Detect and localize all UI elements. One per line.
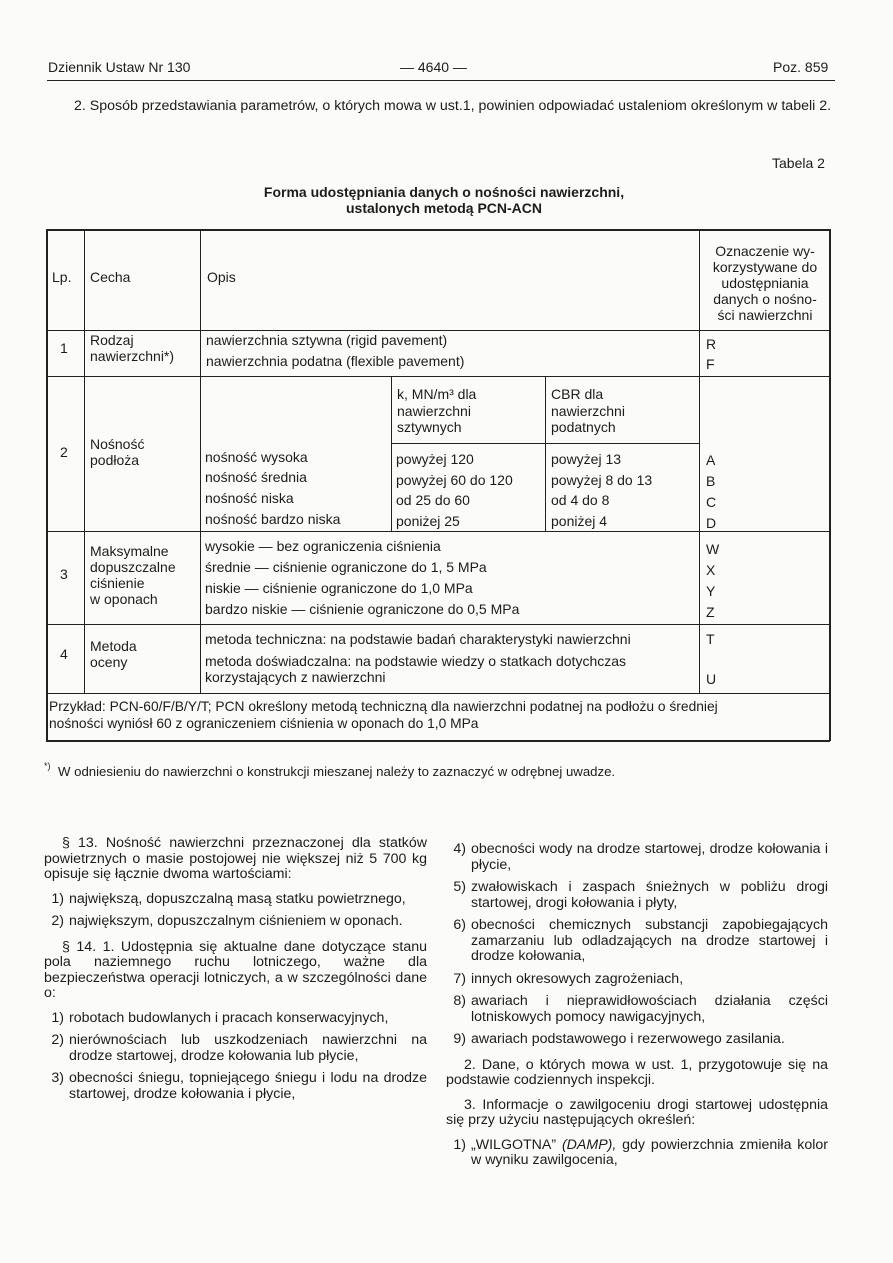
row2-k-value-1: powyżej 120	[396, 451, 474, 467]
row2-level-1: nośność wysoka	[205, 449, 308, 465]
row2-level-2: nośność średnia	[205, 469, 307, 485]
p14-item-8	[446, 994, 828, 1025]
row2-k-value-2: powyżej 60 do 120	[396, 472, 513, 488]
p13-item-2-num: 2)	[51, 913, 64, 929]
p14-item-7	[446, 972, 828, 988]
row4-opis-2: metoda doświadczalna: na podstawie wiedzy o statkach dotychczas	[205, 653, 627, 669]
row4-opis-3: korzystających z nawierzchni	[205, 669, 386, 685]
row4-cecha-2: oceny	[90, 654, 128, 670]
p14-item-4-num: 4)	[453, 841, 466, 857]
p13-item-2-text: największym, dopuszczalnym ciśnieniem w oponach.	[69, 913, 403, 929]
header-cecha: Cecha	[90, 269, 131, 285]
example-line-2: nośności wyniósł 60 z ograniczeniem ciśnienia w oponach do 1,0 MPa	[49, 716, 479, 731]
p14-3-item-1	[446, 1138, 828, 1169]
p14-3-item-1-text	[471, 1138, 828, 1169]
table-border-left	[46, 229, 48, 741]
table-label: Tabela 2	[772, 155, 825, 171]
row2-code-a: A	[706, 452, 716, 468]
damp-definition: gdy powierzchnia zmieniła kolor w wyniku zawilgocenia,	[471, 1136, 829, 1168]
p13-item-1-text: największą, dopuszczalną masą statku powietrznego,	[69, 890, 406, 907]
right-column	[446, 842, 828, 1176]
header-oznaczenie-1: Oznaczenie wy-	[715, 243, 815, 259]
p14-item-4-text: obecności wody na drodze startowej, drodze kołowania i płycie,	[471, 841, 828, 873]
row4-code-u: U	[706, 671, 717, 687]
row3-code-y: Y	[706, 583, 716, 599]
p14-3-item-1-num: 1)	[453, 1136, 466, 1153]
row2-cecha-2: podłoża	[90, 452, 140, 468]
row2-lp: 2	[60, 444, 68, 460]
row2-k-value-4: poniżej 25	[396, 513, 460, 529]
row3-opis-2: średnie — ciśnienie ograniczone do 1, 5 MPa	[205, 559, 487, 575]
header-oznaczenie-4: danych o nośno-	[713, 291, 817, 307]
p14-item-1-text: robotach budowlanych i pracach konserwacyjnych,	[69, 1009, 389, 1026]
damp-term-english: (DAMP),	[561, 1136, 617, 1153]
row2-cbr-value-2: powyżej 8 do 13	[551, 472, 653, 488]
row2-cbr-value-3: od 4 do 8	[551, 492, 610, 508]
subcol-divider-k	[391, 376, 392, 531]
row3-code-x: X	[706, 562, 716, 578]
paragraph-14-2: 2. Dane, o których mowa w ust. 1, przygotowuje się na podstawie codziennych inspekcji.	[446, 1056, 828, 1088]
table-title-line2: ustalonych metodą PCN-ACN	[345, 200, 543, 216]
paragraph-14: § 14. 1. Udostępnia się aktualne dane dotyczące stanu pola naziemnego ruchu lotniczego, ważne dla bezpieczeństwa operacji lotniczych, a w szczególności dane o:	[44, 938, 427, 1001]
row3-code-w: W	[706, 541, 720, 557]
row1-cecha-1: Rodzaj	[90, 332, 134, 348]
row-divider-2	[46, 376, 830, 377]
row3-cecha-4: w oponach	[90, 591, 158, 607]
p14-item-2	[44, 1033, 427, 1064]
table-border-bottom	[46, 740, 830, 742]
row2-code-c: C	[706, 494, 717, 510]
p14-item-2-num: 2)	[51, 1032, 64, 1048]
header-oznaczenie-3: udostępniania	[721, 275, 809, 291]
row4-cecha-1: Metoda	[90, 638, 137, 654]
subrow-divider-nosnosc	[391, 443, 700, 444]
row3-opis-1: wysokie — bez ograniczenia ciśnienia	[205, 538, 441, 554]
row1-opis-2: nawierzchnia podatna (flexible pavement)	[206, 353, 465, 369]
row4-code-t: T	[706, 631, 715, 647]
row2-code-b: B	[706, 473, 716, 489]
p14-item-7-num: 7)	[453, 970, 466, 987]
row2-cbr-header-3: podatnych	[551, 419, 616, 435]
intro-paragraph: 2. Sposób przedstawiania parametrów, o których mowa w ust.1, powinien odpowiadać ustaleniom określonym w tabeli 2.	[74, 98, 832, 114]
row2-k-header-2: nawierzchni	[397, 403, 471, 419]
p14-item-6	[446, 918, 828, 965]
p14-item-4	[446, 842, 828, 873]
p14-item-8-num: 8)	[453, 993, 466, 1009]
row3-lp: 3	[60, 566, 68, 582]
header-page-number: — 4640 —	[400, 59, 467, 75]
header-position: Poz. 859	[773, 59, 829, 75]
table-title-line1: Forma udostępniania danych o nośności nawierzchni,	[263, 184, 625, 200]
damp-term: „WILGOTNA”	[471, 1136, 557, 1153]
row1-code-2: F	[706, 356, 715, 372]
subcol-divider-cbr	[545, 376, 546, 531]
row1-cecha-2: nawierzchni*)	[90, 348, 175, 364]
row2-k-header-3: sztywnych	[397, 419, 462, 435]
row4-lp: 4	[60, 646, 68, 662]
row2-cbr-header-1: CBR dla	[551, 386, 604, 402]
header-opis: Opis	[207, 269, 236, 285]
p14-item-3-text: obecności śniegu, topniejącego śniegu i lodu na drodze startowej, drodze kołowania i płycie,	[69, 1070, 427, 1102]
left-column	[44, 836, 427, 1109]
p14-item-3-num: 3)	[51, 1070, 64, 1086]
row-divider-4	[46, 624, 830, 625]
p14-item-6-text: obecności chemicznych substancji zapobiegających zamarzaniu lub odladzających na drodze startowej i drodze kołowania,	[471, 917, 828, 964]
row2-cbr-header-2: nawierzchni	[551, 403, 625, 419]
row3-cecha-2: dopuszczalne	[90, 559, 176, 575]
row1-lp: 1	[60, 340, 68, 356]
p14-item-2-text: nierównościach lub uszkodzeniach nawierzchni na drodze startowej, drodze kołowania lub płycie,	[69, 1032, 427, 1064]
p13-item-2	[44, 914, 427, 930]
p14-item-1-num: 1)	[51, 1009, 64, 1026]
row-divider-1	[46, 330, 830, 331]
p13-item-1-num: 1)	[51, 890, 64, 907]
p14-item-1	[44, 1011, 427, 1027]
row2-cecha-1: Nośność	[90, 436, 145, 452]
p14-item-5-num: 5)	[453, 879, 466, 895]
row4-opis-1: metoda techniczna: na podstawie badań charakterystyki nawierzchni	[205, 631, 631, 647]
row3-code-z: Z	[706, 604, 715, 620]
p14-item-5-text: zwałowiskach i zaspach śnieżnych w pobliżu drogi startowej, drogi kołowania i płyty,	[471, 879, 828, 911]
row2-k-value-3: od 25 do 60	[396, 492, 470, 508]
row2-cbr-value-4: poniżej 4	[551, 513, 608, 529]
row3-cecha-3: ciśnienie	[90, 575, 145, 591]
p13-item-1	[44, 892, 427, 908]
p14-item-6-num: 6)	[453, 917, 466, 933]
p14-item-9	[446, 1032, 828, 1048]
row-divider-example	[46, 693, 830, 694]
example-line-1: Przykład: PCN-60/F/B/Y/T; PCN określony metodą techniczną dla nawierzchni podatnej na podłożu o średniej	[49, 699, 718, 714]
row3-opis-3: niskie — ciśnienie ograniczone do 1,0 MPa	[205, 580, 473, 596]
row2-code-d: D	[706, 515, 717, 531]
header-lp: Lp.	[52, 269, 72, 285]
row3-opis-4: bardzo niskie — ciśnienie ograniczone do 0,5 MPa	[205, 601, 520, 617]
p14-item-8-text: awariach i nieprawidłowościach działania części lotniskowych pomocy nawigacyjnych,	[471, 993, 828, 1025]
footnote-text: W odniesieniu do nawierzchni o konstrukcji mieszanej należy to zaznaczyć w odrębnej uwadze.	[58, 764, 616, 779]
header-oznaczenie-2: korzystywane do	[712, 259, 818, 275]
footnote-mark: *)	[44, 761, 51, 771]
row2-cbr-value-1: powyżej 13	[551, 451, 622, 467]
row-divider-3	[46, 531, 830, 532]
p14-item-3	[44, 1071, 427, 1102]
p14-item-7-text: innych okresowych zagrożeniach,	[471, 970, 684, 987]
p14-item-9-text: awariach podstawowego i rezerwowego zasilania.	[471, 1031, 785, 1047]
p14-item-5	[446, 880, 828, 911]
row2-k-header-1: k, MN/m³ dla	[397, 386, 477, 402]
row1-code-1: R	[706, 336, 717, 352]
paragraph-14-3: 3. Informacje o zawilgoceniu drogi startowej udostępnia się przy użyciu następujących określeń:	[446, 1096, 828, 1128]
row3-cecha-1: Maksymalne	[90, 543, 169, 559]
row2-level-3: nośność niska	[205, 490, 294, 506]
row2-level-4: nośność bardzo niska	[205, 511, 341, 527]
header-journal: Dziennik Ustaw Nr 130	[48, 59, 191, 75]
paragraph-13: § 13. Nośność nawierzchni przeznaczonej dla statków powietrznych o masie postojowej nie większej niż 5 700 kg opisuje się łącznie dwoma wartościami:	[44, 835, 427, 882]
p14-item-9-num: 9)	[453, 1031, 466, 1047]
header-oznaczenie-5: ści nawierzchni	[717, 307, 813, 323]
row1-opis-1: nawierzchnia sztywna (rigid pavement)	[206, 332, 448, 348]
table-border-top	[46, 229, 830, 231]
